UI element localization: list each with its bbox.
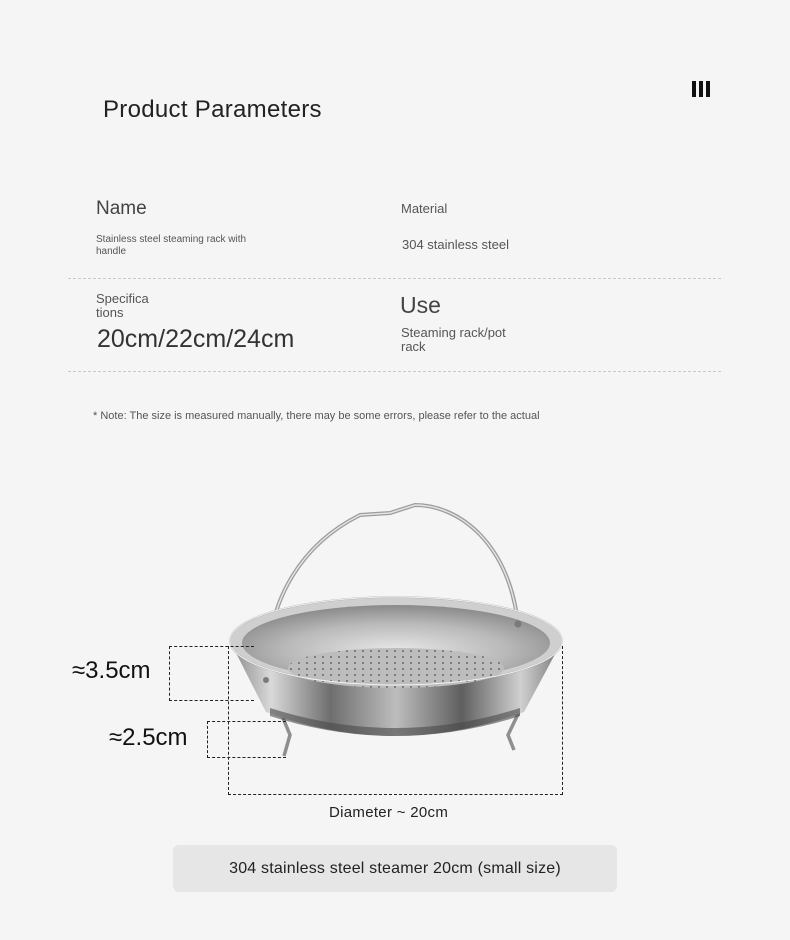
specifications-label-line2: tions [96,305,124,320]
measurement-note: * Note: The size is measured manually, there may be some errors, please refer to the actual [93,410,540,422]
page-title: Product Parameters [103,96,322,123]
rim-height-label: ≈3.5cm [72,657,151,684]
material-label: Material [401,201,448,216]
leg-height-label: ≈2.5cm [109,724,188,751]
use-value-line2: rack [401,339,426,354]
name-label: Name [96,198,147,219]
name-value: Stainless steel steaming rack with handle [96,234,247,257]
product-caption: 304 stainless steel steamer 20cm (small size) [173,845,617,892]
specifications-value: 20cm/22cm/24cm [97,325,295,353]
diameter-marker [228,646,563,795]
use-label: Use [400,292,441,318]
specifications-label-line1: Specifica [96,291,149,306]
material-value: 304 stainless steel [402,237,509,252]
use-value-line1: Steaming rack/pot [401,325,506,340]
diameter-label: Diameter ~ 20cm [329,804,449,821]
